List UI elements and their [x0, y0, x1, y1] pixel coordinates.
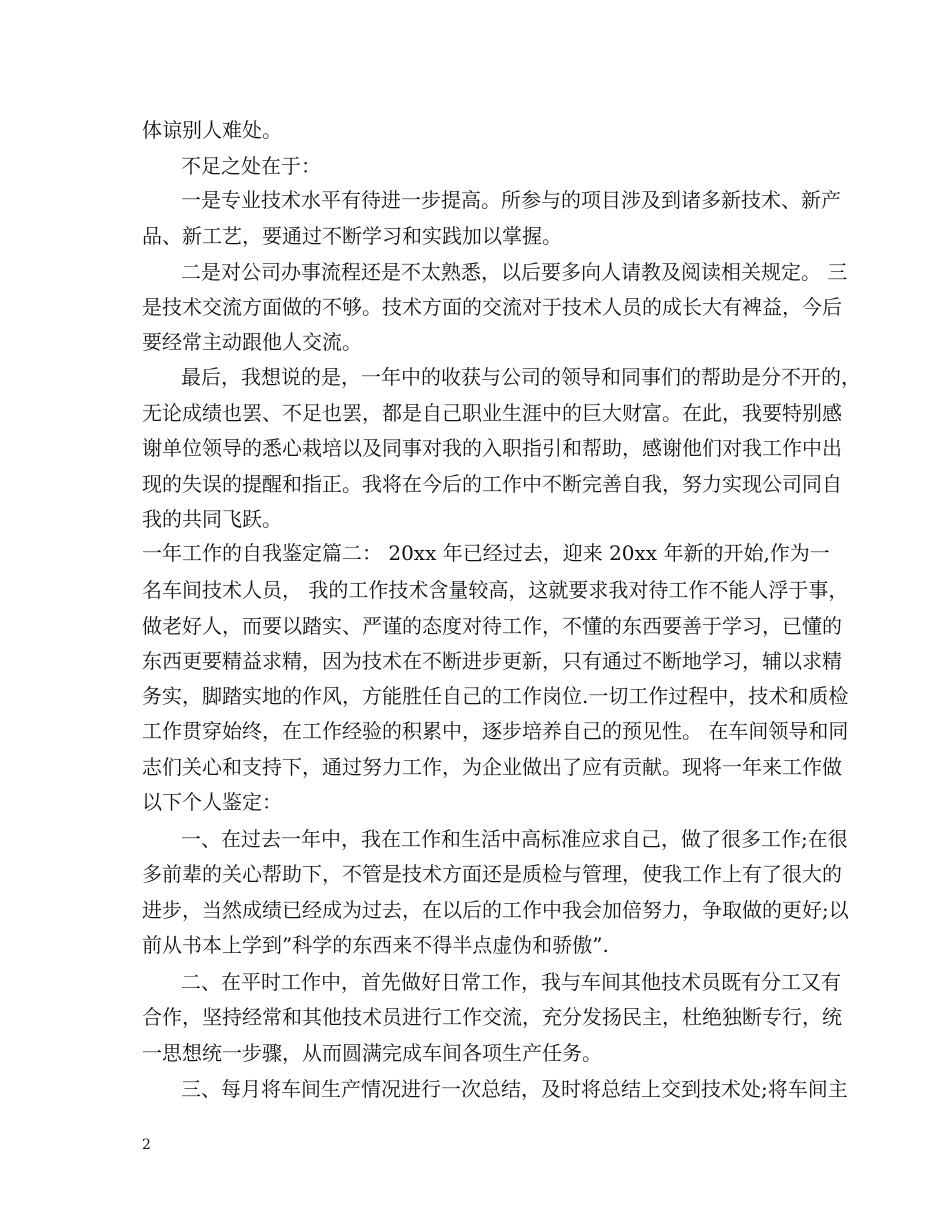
- text-line: 要经常主动跟他人交流。: [142, 330, 362, 354]
- text-line: 名车间技术人员， 我的工作技术含量较高，这就要求我对待工作不能人浮于事，: [142, 578, 849, 602]
- text-line: 以下个人鉴定：: [142, 790, 282, 814]
- text-line: 最后，我想说的是，一年中的收获与公司的领导和同事们的帮助是分不开的，: [181, 365, 861, 389]
- text-line: 品、新工艺，要通过不断学习和实践加以掌握。: [142, 224, 562, 248]
- text-line: 一年工作的自我鉴定篇二： 20xx 年已经过去，迎来 20xx 年新的开始,作为一: [142, 541, 830, 565]
- text-line: 体谅别人难处。: [142, 118, 282, 142]
- page-number: 2: [142, 1137, 151, 1153]
- text-line: 无论成绩也罢、不足也罢，都是自己职业生涯中的巨大财富。在此，我要特别感: [142, 401, 842, 425]
- text-line: 合作，坚持经常和其他技术员进行工作交流，充分发扬民主，杜绝独断专行，统: [142, 1005, 842, 1029]
- text-line: 做老好人，而要以踏实、严谨的态度对待工作，不懂的东西要善于学习，已懂的: [142, 614, 842, 638]
- text-line: 是技术交流方面做的不够。技术方面的交流对于技术人员的成长大有裨益，今后: [142, 295, 842, 319]
- text-line: 一思想统一步骤，从而圆满完成车间各项生产任务。: [142, 1041, 602, 1065]
- text-line: 一是专业技术水平有待进一步提高。所参与的项目涉及到诸多新技术、新产: [181, 188, 841, 212]
- text-line: 谢单位领导的悉心栽培以及同事对我的入职指引和帮助，感谢他们对我工作中出: [142, 436, 842, 460]
- text-line: 多前辈的关心帮助下，不管是技术方面还是质检与管理，使我工作上有了很大的: [142, 862, 842, 886]
- text-line: 不足之处在于：: [181, 154, 321, 178]
- text-line: 务实，脚踏实地的作风，方能胜任自己的工作岗位.一切工作过程中，技术和质检: [142, 684, 849, 708]
- text-line: 二是对公司办事流程还是不太熟悉，以后要多向人请教及阅读相关规定。 三: [181, 260, 848, 284]
- text-line: 三、每月将车间生产情况进行一次总结，及时将总结上交到技术处;将车间主: [181, 1077, 848, 1101]
- text-line: 志们关心和支持下，通过努力工作，为企业做出了应有贡献。现将一年来工作做: [142, 755, 842, 779]
- text-line: 一、在过去一年中，我在工作和生活中高标准应求自己，做了很多工作;在很: [181, 827, 848, 851]
- text-line: 进步，当然成绩已经成为过去，在以后的工作中我会加倍努力，争取做的更好;以: [142, 898, 849, 922]
- text-line: 前从书本上学到”科学的东西来不得半点虚伪和骄傲”.: [142, 933, 609, 957]
- text-line: 工作贯穿始终，在工作经验的积累中，逐步培养自己的预见性。 在车间领导和同: [142, 719, 849, 743]
- text-line: 现的失误的提醒和指正。我将在今后的工作中不断完善自我，努力实现公司同自: [142, 472, 842, 496]
- text-line: 二、在平时工作中，首先做好日常工作，我与车间其他技术员既有分工又有: [181, 970, 841, 994]
- text-line: 我的共同飞跃。: [142, 507, 282, 531]
- text-line: 东西更要精益求精，因为技术在不断进步更新，只有通过不断地学习，辅以求精: [142, 649, 842, 673]
